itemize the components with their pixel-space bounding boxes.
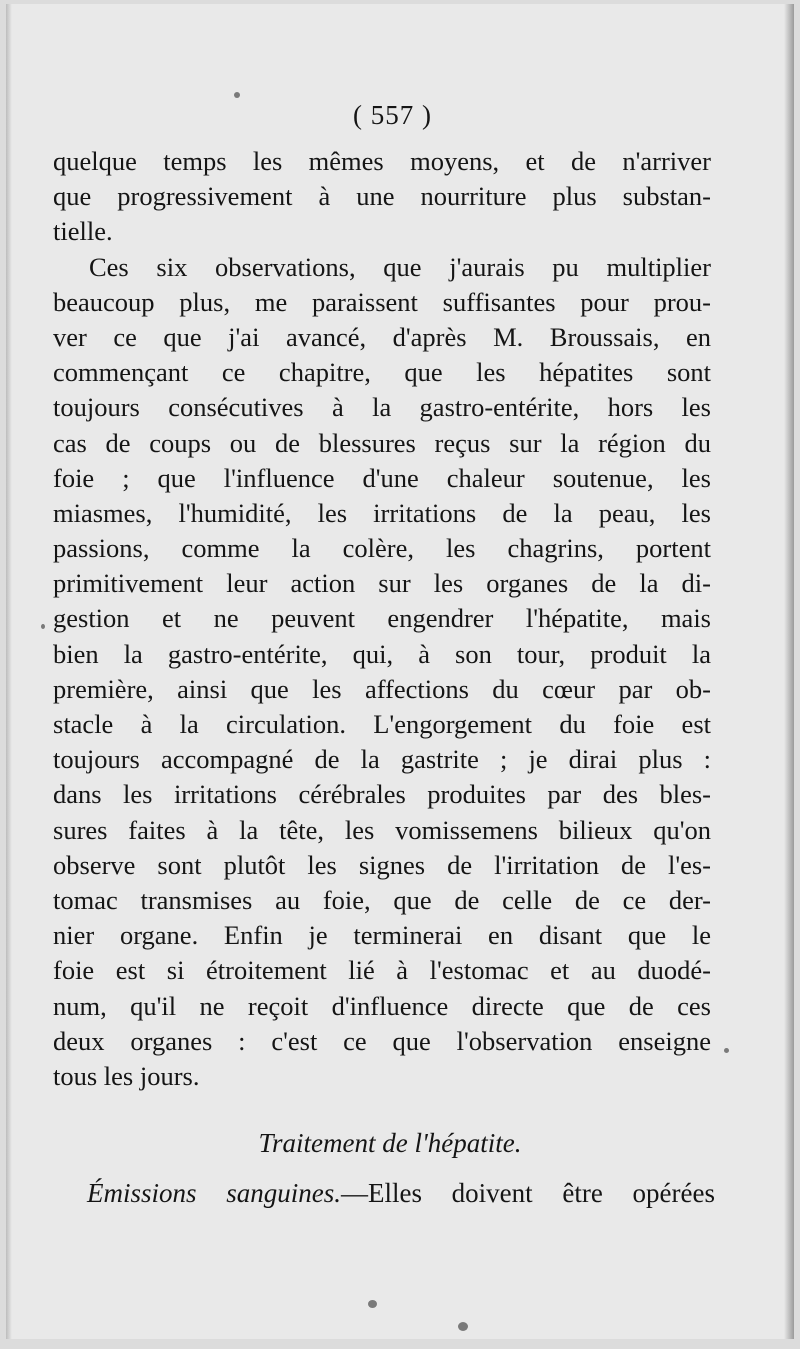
section-heading: Traitement de l'hépatite.	[258, 1128, 522, 1158]
text-line: deux organes : c'est ce que l'observation enseigne	[53, 1025, 711, 1056]
text-line: passions, comme la colère, les chagrins, portent	[53, 533, 711, 564]
text-line: commençant ce chapitre, que les hépatites sont	[53, 357, 711, 388]
paper-speck	[724, 1048, 729, 1053]
subsection-title: Émissions sanguines.	[87, 1178, 341, 1208]
text-line: tomac transmises au foie, que de celle de ce der-	[53, 884, 711, 915]
text-line: sures faites à la tête, les vomissemens bilieux qu'on	[53, 814, 711, 845]
text-line: primitivement leur action sur les organes de la di-	[53, 568, 711, 599]
paper-speck	[41, 624, 45, 629]
text-line: miasmes, l'humidité, les irritations de la peau, les	[53, 497, 711, 528]
paper-speck	[368, 1300, 377, 1308]
subsection-line	[87, 1178, 715, 1209]
text-line: dans les irritations cérébrales produites par des bles-	[53, 779, 711, 810]
book-page	[6, 4, 794, 1339]
paper-speck	[234, 92, 240, 98]
page-number: ( 557 )	[353, 100, 432, 130]
text-line: quelque temps les mêmes moyens, et de n'arriver	[53, 146, 711, 176]
text-line: stacle à la circulation. L'engorgement du foie est	[53, 709, 711, 739]
text-line: nier organe. Enfin je terminerai en disant que le	[53, 920, 711, 951]
text-line: toujours accompagné de la gastrite ; je dirai plus :	[53, 744, 711, 775]
text-line: foie est si étroitement lié à l'estomac et au duodé-	[53, 955, 711, 986]
text-line: observe sont plutôt les signes de l'irritation de l'es-	[53, 849, 711, 880]
text-line: gestion et ne peuvent engendrer l'hépatite, mais	[53, 603, 711, 634]
text-line: beaucoup plus, me paraissent suffisantes pour prou-	[53, 286, 711, 317]
text-line: num, qu'il ne reçoit d'influence directe que de ces	[53, 990, 711, 1021]
text-line: ver ce que j'ai avancé, d'après M. Broussais, en	[53, 321, 711, 352]
text-line: que progressivement à une nourriture plus substan-	[53, 181, 711, 212]
text-line: Ces six observations, que j'aurais pu multiplier	[89, 251, 711, 282]
text-line: cas de coups ou de blessures reçus sur la région du	[53, 427, 711, 458]
body-text	[53, 144, 711, 1094]
text-line: tous les jours.	[53, 1060, 200, 1091]
text-line: bien la gastro-entérite, qui, à son tour, produit la	[53, 638, 711, 669]
paper-speck	[458, 1322, 468, 1331]
text-line: toujours consécutives à la gastro-entérite, hors les	[53, 392, 711, 423]
text-line: tielle.	[53, 216, 113, 247]
text-line: foie ; que l'influence d'une chaleur soutenue, les	[53, 462, 711, 493]
subsection-text: —Elles doivent être opérées	[340, 1178, 715, 1208]
text-line: première, ainsi que les affections du cœur par ob-	[53, 673, 711, 704]
